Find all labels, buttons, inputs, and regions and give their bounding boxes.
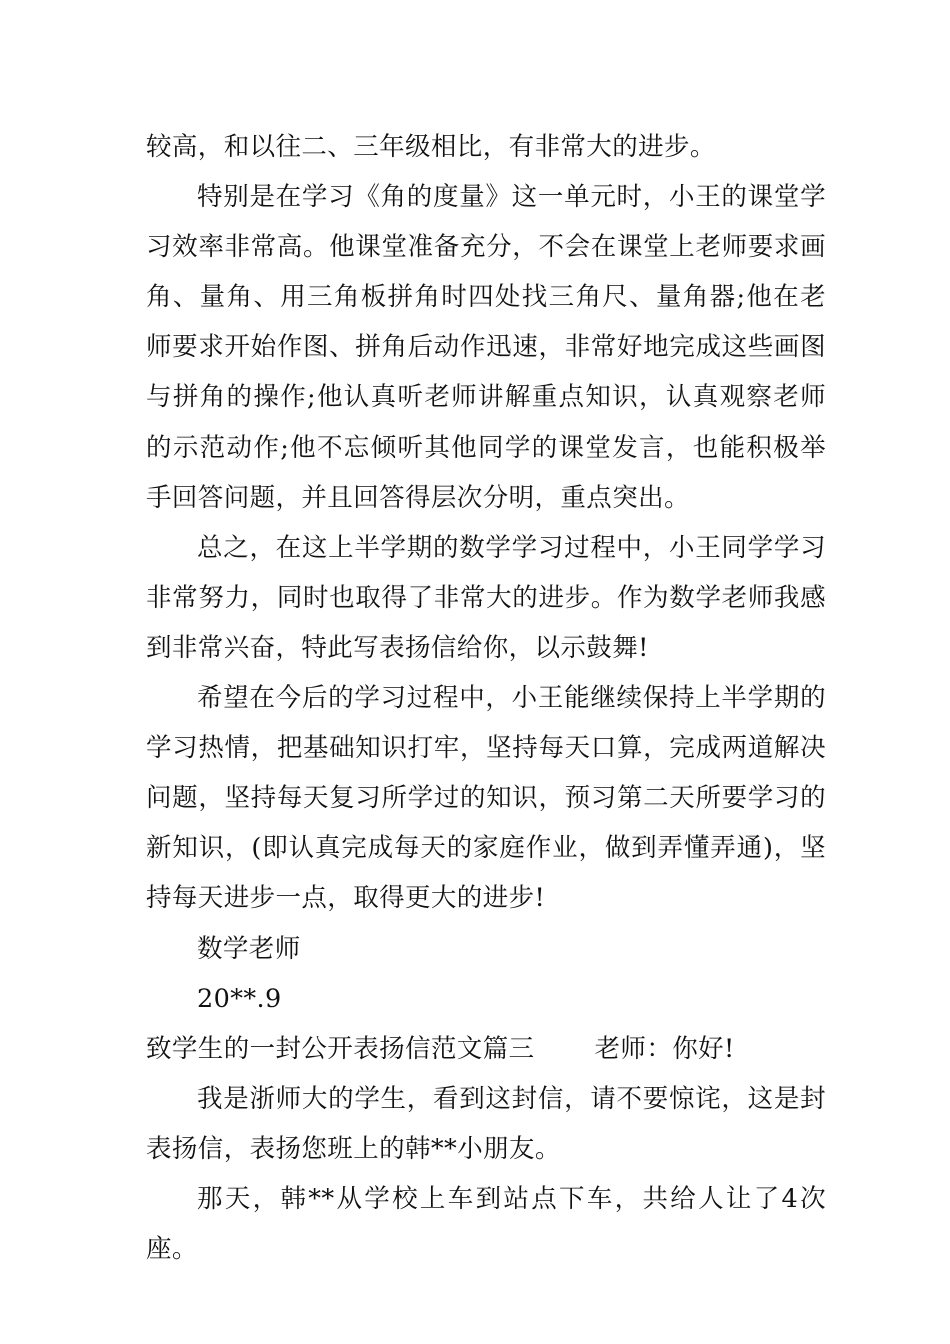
greeting: 老师：你好!: [594, 1033, 735, 1064]
paragraph-intro: 我是浙师大的学生，看到这封信，请不要惊诧，这是封表扬信，表扬您班上的韩**小朋友。: [146, 1083, 826, 1164]
paragraph-hope: 希望在今后的学习过程中，小王能继续保持上半学期的学习热情，把基础知识打牢，坚持每天口算，完成两道解决问题，坚持每天复习所学过的知识，预习第二天所要学习的新知识，(即认真完成每天的家庭作业，做到弄懂弄通)，坚持每天进步一点，取得更大的进步!: [146, 683, 826, 914]
date: 20**.9: [197, 983, 282, 1014]
letter-body: [146, 122, 826, 1274]
paragraph-angle-unit: 特别是在学习《角的度量》这一单元时，小王的课堂学习效率非常高。他课堂准备充分，不会在课堂上老师要求画角、量角、用三角板拼角时四处找三角尺、量角器;他在老师要求开始作图、拼角后动作迅速，非常好地完成这些画图与拼角的操作;他认真听老师讲解重点知识，认真观察老师的示范动作;他不忘倾听其他同学的课堂发言，也能积极举手回答问题，并且回答得层次分明，重点突出。: [146, 182, 826, 513]
signature: 数学老师: [197, 933, 301, 964]
section-heading-line: [146, 1024, 826, 1074]
paragraph-summary: 总之，在这上半学期的数学学习过程中，小王同学学习非常努力，同时也取得了非常大的进步。作为数学老师我感到非常兴奋，特此写表扬信给你，以示鼓舞!: [146, 532, 826, 663]
section-title: 致学生的一封公开表扬信范文篇三: [146, 1033, 535, 1064]
paragraph-seat: 那天，韩**从学校上车到站点下车，共给人让了4次座。: [146, 1183, 826, 1265]
paragraph-continued: 较高，和以往二、三年级相比，有非常大的进步。: [146, 132, 716, 162]
